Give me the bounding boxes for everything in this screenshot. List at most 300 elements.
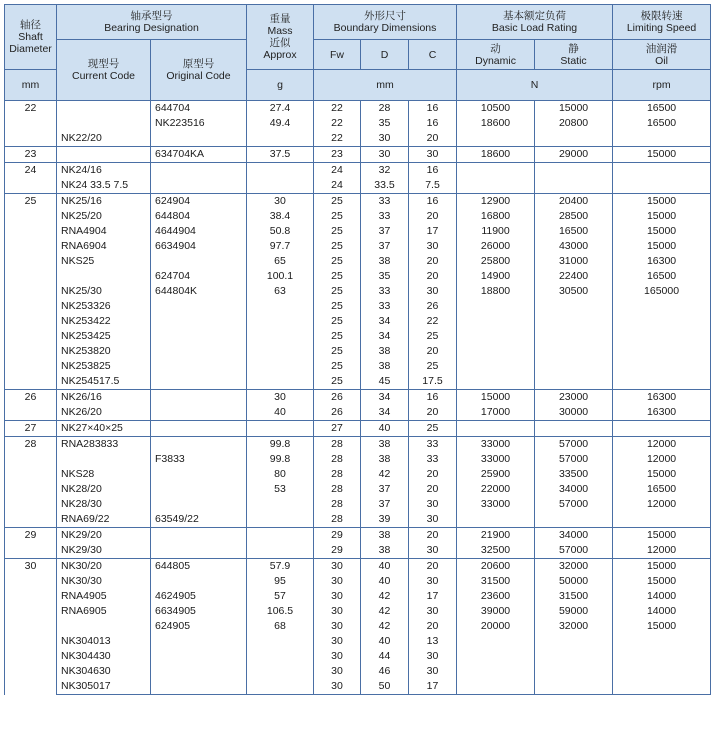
current-code-cell: NK253825 [57,359,151,374]
table-row [5,131,711,147]
oil-speed-cell: 15000 [613,559,711,575]
static-header [535,40,613,70]
static-load-cell: 50000 [535,574,613,589]
d-cell: 39 [361,512,409,528]
oil-speed-cell: 16300 [613,405,711,421]
original-code-cell [151,299,247,314]
table-row [5,116,711,131]
c-cell: 17 [409,589,457,604]
c-cell: 20 [409,344,457,359]
c-cell: 17 [409,679,457,695]
table-row [5,101,711,117]
c-cell: 7.5 [409,178,457,194]
d-cell: 28 [361,101,409,117]
static-load-cell: 20800 [535,116,613,131]
dynamic-load-cell [457,512,535,528]
fw-cell: 30 [314,574,361,589]
static-load-cell: 31500 [535,589,613,604]
fw-cell: 28 [314,437,361,453]
dynamic-load-cell [457,634,535,649]
table-row [5,604,711,619]
table-row [5,559,711,575]
fw-cell: 25 [314,224,361,239]
static-load-cell: 57000 [535,437,613,453]
d-cell: 38 [361,344,409,359]
oil-speed-cell [613,649,711,664]
c-cell: 30 [409,239,457,254]
static-load-cell: 32000 [535,559,613,575]
static-load-cell [535,649,613,664]
static-load-cell [535,512,613,528]
dynamic-load-cell: 33000 [457,452,535,467]
table-row [5,619,711,634]
dynamic-load-cell: 23600 [457,589,535,604]
original-code-cell [151,467,247,482]
d-cell: 38 [361,359,409,374]
c-cell: 20 [409,405,457,421]
fw-cell: 25 [314,194,361,210]
dynamic-load-cell: 31500 [457,574,535,589]
original-code-cell [151,664,247,679]
dynamic-load-cell: 39000 [457,604,535,619]
c-cell: 25 [409,329,457,344]
dynamic-load-cell [457,299,535,314]
c-cell: 30 [409,147,457,163]
table-row [5,284,711,299]
d-cell: 38 [361,452,409,467]
dynamic-load-cell: 20600 [457,559,535,575]
shaft-diameter-cell: 26 [5,390,57,421]
d-cell: 33 [361,299,409,314]
c-cell: 20 [409,528,457,544]
current-code-cell: NK28/20 [57,482,151,497]
fw-cell: 24 [314,178,361,194]
shaft-diameter-cell: 22 [5,101,57,147]
original-code-cell [151,405,247,421]
current-code-cell: RNA69/22 [57,512,151,528]
shaft-diameter-cell: 23 [5,147,57,163]
d-cell: 33 [361,209,409,224]
shaft-header-en1: Shaft [18,31,43,43]
mass-cell [247,359,314,374]
current-code-cell: NK26/20 [57,405,151,421]
original-code-cell [151,649,247,664]
fw-cell: 25 [314,314,361,329]
static-load-cell [535,314,613,329]
mass-cell [247,178,314,194]
dynamic-load-cell: 18600 [457,147,535,163]
c-cell: 22 [409,314,457,329]
table-row [5,374,711,390]
original-code-cell [151,574,247,589]
current-code-cell: NK30/20 [57,559,151,575]
d-cell: 40 [361,574,409,589]
fw-cell: 30 [314,619,361,634]
dynamic-header-en: Dynamic [475,54,516,67]
dynamic-load-cell: 10500 [457,101,535,117]
dynamic-load-cell: 12900 [457,194,535,210]
dynamic-load-cell: 32500 [457,543,535,559]
shaft-unit-header: mm [5,70,57,101]
mass-cell: 99.8 [247,452,314,467]
d-cell: 30 [361,131,409,147]
original-code-cell [151,178,247,194]
c-cell: 20 [409,467,457,482]
original-code-cell: 634704KA [151,147,247,163]
c-cell: 20 [409,254,457,269]
dynamic-load-cell: 14900 [457,269,535,284]
shaft-diameter-cell: 30 [5,559,57,695]
c-cell: 26 [409,299,457,314]
oil-speed-cell: 15000 [613,224,711,239]
static-load-cell [535,679,613,695]
current-code-cell [57,101,151,117]
shaft-header-en2: Diameter [9,43,52,55]
fw-cell: 22 [314,101,361,117]
original-code-cell: 624704 [151,269,247,284]
oil-speed-cell [613,344,711,359]
current-code-cell: NK30/30 [57,574,151,589]
dynamic-header-cn: 动 [490,42,501,55]
oil-speed-cell: 16500 [613,482,711,497]
oil-speed-cell: 14000 [613,604,711,619]
mass-cell [247,374,314,390]
current-code-cell: RNA4905 [57,589,151,604]
table-row [5,224,711,239]
static-load-cell: 30500 [535,284,613,299]
static-load-cell [535,359,613,374]
table-row [5,649,711,664]
d-cell: 40 [361,634,409,649]
original-code-cell: 644805 [151,559,247,575]
mass-cell [247,497,314,512]
fw-cell: 29 [314,543,361,559]
table-row [5,497,711,512]
dynamic-load-cell [457,359,535,374]
d-cell: 37 [361,497,409,512]
dynamic-load-cell [457,131,535,147]
d-cell: 38 [361,543,409,559]
table-row [5,482,711,497]
static-load-cell: 34000 [535,482,613,497]
c-cell: 16 [409,116,457,131]
static-load-cell: 30000 [535,405,613,421]
original-code-cell [151,543,247,559]
d-cell: 33 [361,284,409,299]
mass-cell: 106.5 [247,604,314,619]
original-code-cell: 4644904 [151,224,247,239]
d-cell: 33.5 [361,178,409,194]
mass-cell: 38.4 [247,209,314,224]
dynamic-load-cell: 21900 [457,528,535,544]
dynamic-load-cell: 33000 [457,497,535,512]
oil-speed-cell [613,664,711,679]
table-row [5,329,711,344]
table-row [5,405,711,421]
oil-header-cn: 油润滑 [645,42,678,55]
current-code-cell: RNA6904 [57,239,151,254]
static-load-cell: 31000 [535,254,613,269]
fw-cell: 27 [314,421,361,437]
static-load-cell [535,163,613,179]
dynamic-load-cell [457,664,535,679]
c-cell: 30 [409,284,457,299]
static-load-cell: 22400 [535,269,613,284]
mass-cell [247,314,314,329]
bearing-spec-table [4,4,711,695]
fw-cell: 29 [314,528,361,544]
d-cell: 34 [361,390,409,406]
c-cell: 33 [409,452,457,467]
c-cell: 30 [409,543,457,559]
current-code-cell: RNA6905 [57,604,151,619]
mass-cell [247,649,314,664]
mass-cell: 100.1 [247,269,314,284]
static-load-cell [535,131,613,147]
current-code-cell [57,269,151,284]
table-header [5,5,711,101]
current-code-cell: NK253422 [57,314,151,329]
c-cell: 20 [409,559,457,575]
original-code-cell: 644804K [151,284,247,299]
oil-speed-cell: 15000 [613,194,711,210]
original-code-cell [151,314,247,329]
d-cell: 34 [361,405,409,421]
table-row [5,269,711,284]
dynamic-load-cell: 16800 [457,209,535,224]
load-header-cn: 基本额定负荷 [503,10,567,22]
table-row [5,239,711,254]
oil-speed-cell [613,299,711,314]
table-body [5,101,711,695]
mass-cell: 30 [247,390,314,406]
dynamic-load-cell: 33000 [457,437,535,453]
mass-cell: 63 [247,284,314,299]
mass-cell: 57 [247,589,314,604]
original-code-cell [151,390,247,406]
original-code-cell [151,437,247,453]
original-code-cell: NK223516 [151,116,247,131]
table-row [5,574,711,589]
mass-cell [247,679,314,695]
c-cell: 20 [409,482,457,497]
table-row [5,634,711,649]
current-code-cell [57,619,151,634]
current-code-cell [57,147,151,163]
oil-speed-cell [613,131,711,147]
current-code-cell: NK25/16 [57,194,151,210]
oil-speed-cell: 16300 [613,254,711,269]
oil-speed-cell: 15000 [613,467,711,482]
original-code-cell [151,634,247,649]
static-load-cell [535,178,613,194]
fw-cell: 30 [314,589,361,604]
boundary-header-en: Boundary Dimensions [333,22,437,34]
current-code-cell: NK254517.5 [57,374,151,390]
c-header: C [409,40,457,70]
mass-cell: 99.8 [247,437,314,453]
static-load-cell: 43000 [535,239,613,254]
original-code-cell: 624905 [151,619,247,634]
oil-speed-cell [613,421,711,437]
table-row [5,512,711,528]
mass-cell [247,543,314,559]
designation-header-cn: 轴承型号 [130,10,173,22]
load-unit-header: N [457,70,613,101]
boundary-header-cn: 外形尺寸 [364,10,407,22]
current-code-cell: NK22/20 [57,131,151,147]
mass-cell [247,528,314,544]
fw-cell: 30 [314,664,361,679]
original-code-cell: 63549/22 [151,512,247,528]
oil-speed-cell: 16300 [613,390,711,406]
oil-header-en: Oil [655,54,668,67]
current-code-cell: RNA4904 [57,224,151,239]
table-row [5,254,711,269]
static-load-cell: 15000 [535,101,613,117]
d-header: D [361,40,409,70]
speed-header-cn: 极限转速 [640,10,683,22]
mass-cell: 68 [247,619,314,634]
bearing-designation-header [57,5,247,40]
d-cell: 42 [361,467,409,482]
bearing-table-container [4,4,710,695]
fw-cell: 30 [314,679,361,695]
fw-cell: 30 [314,559,361,575]
c-cell: 20 [409,209,457,224]
mass-cell: 37.5 [247,147,314,163]
shaft-header-cn: 轴径 [20,19,41,31]
dynamic-load-cell [457,329,535,344]
fw-cell: 25 [314,344,361,359]
d-cell: 38 [361,254,409,269]
current-code-cell: NK304430 [57,649,151,664]
mass-cell [247,634,314,649]
static-load-cell [535,299,613,314]
original-code-cell [151,528,247,544]
fw-cell: 25 [314,374,361,390]
static-load-cell: 57000 [535,497,613,512]
oil-speed-cell: 15000 [613,147,711,163]
oil-speed-cell [613,314,711,329]
static-load-cell: 23000 [535,390,613,406]
dynamic-load-cell: 18600 [457,116,535,131]
c-cell: 30 [409,574,457,589]
d-cell: 38 [361,437,409,453]
mass-cell: 97.7 [247,239,314,254]
table-row [5,528,711,544]
current-code-cell: NK305017 [57,679,151,695]
d-cell: 37 [361,482,409,497]
table-row [5,452,711,467]
current-code-cell [57,452,151,467]
static-load-cell: 57000 [535,543,613,559]
c-cell: 30 [409,604,457,619]
mass-cell [247,664,314,679]
oil-speed-cell: 16500 [613,101,711,117]
oil-speed-cell [613,512,711,528]
fw-cell: 28 [314,497,361,512]
d-cell: 38 [361,528,409,544]
oil-header [613,40,711,70]
shaft-diameter-cell: 24 [5,163,57,194]
speed-unit-header: rpm [613,70,711,101]
dynamic-header [457,40,535,70]
d-cell: 34 [361,314,409,329]
table-row [5,359,711,374]
table-row [5,344,711,359]
designation-header-en: Bearing Designation [104,22,199,34]
d-cell: 32 [361,163,409,179]
dynamic-load-cell: 18800 [457,284,535,299]
dimension-unit-header: mm [314,70,457,101]
fw-cell: 30 [314,604,361,619]
oil-speed-cell: 12000 [613,497,711,512]
dynamic-load-cell [457,421,535,437]
fw-cell: 22 [314,131,361,147]
static-load-cell: 29000 [535,147,613,163]
fw-cell: 28 [314,452,361,467]
mass-header-cn2: 近似 [269,37,291,49]
fw-cell: 30 [314,649,361,664]
d-cell: 42 [361,589,409,604]
dynamic-load-cell: 15000 [457,390,535,406]
c-cell: 20 [409,131,457,147]
current-code-cell: NK253425 [57,329,151,344]
shaft-diameter-cell: 28 [5,437,57,528]
static-load-cell: 16500 [535,224,613,239]
c-cell: 13 [409,634,457,649]
table-row [5,163,711,179]
mass-header-cn1: 重量 [269,13,291,25]
oil-speed-cell [613,634,711,649]
c-cell: 16 [409,101,457,117]
mass-header-en1: Mass [267,25,293,37]
current-code-cell [57,116,151,131]
dynamic-load-cell: 11900 [457,224,535,239]
fw-header: Fw [314,40,361,70]
dynamic-load-cell [457,163,535,179]
original-code-cell [151,359,247,374]
table-row [5,209,711,224]
c-cell: 33 [409,437,457,453]
original-code-cell: 644704 [151,101,247,117]
table-row [5,314,711,329]
d-cell: 50 [361,679,409,695]
c-cell: 20 [409,619,457,634]
oil-speed-cell: 12000 [613,543,711,559]
fw-cell: 26 [314,405,361,421]
oil-speed-cell: 15000 [613,528,711,544]
static-load-cell [535,634,613,649]
oil-speed-cell [613,178,711,194]
mass-cell [247,163,314,179]
dynamic-load-cell [457,374,535,390]
d-cell: 40 [361,559,409,575]
dynamic-load-cell [457,178,535,194]
original-header-cn: 原型号 [182,58,215,70]
static-load-cell: 34000 [535,528,613,544]
static-load-cell [535,344,613,359]
d-cell: 35 [361,269,409,284]
c-cell: 16 [409,194,457,210]
current-code-cell: NK24 33.5 7.5 [57,178,151,194]
current-code-cell: NK25/20 [57,209,151,224]
table-row [5,664,711,679]
mass-cell: 80 [247,467,314,482]
fw-cell: 24 [314,163,361,179]
mass-cell: 50.8 [247,224,314,239]
